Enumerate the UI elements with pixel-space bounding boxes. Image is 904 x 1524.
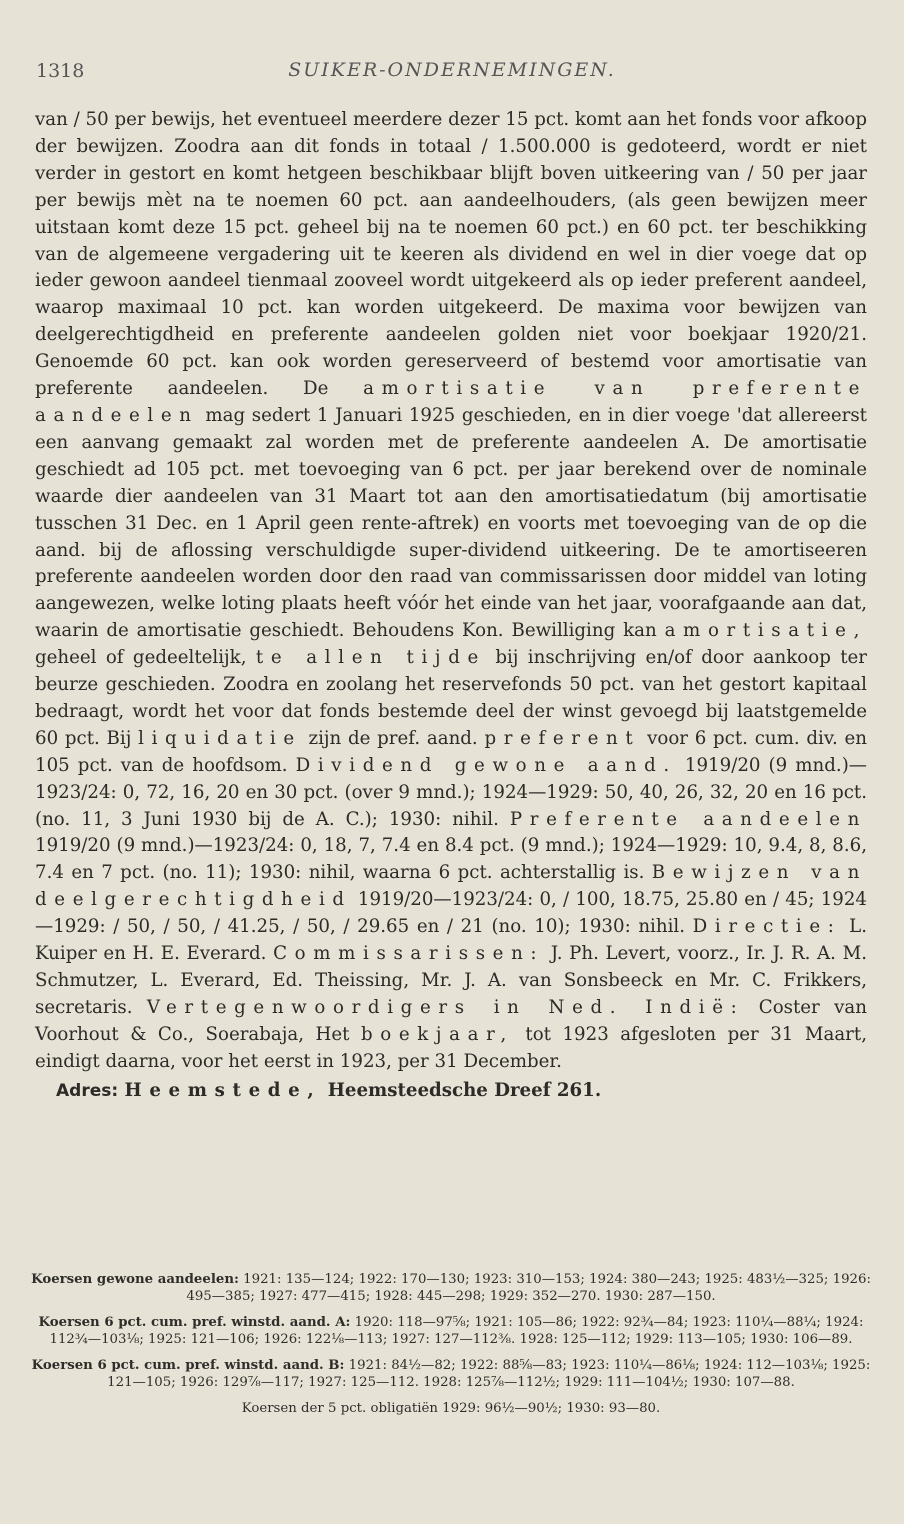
directie-text: L. Kuiper en H. E. Everard. xyxy=(35,916,867,965)
amortisation2-text: geheel of gedeeltelijk, xyxy=(35,647,247,669)
quotes-pref-b xyxy=(30,1357,872,1391)
address-label: Adres: xyxy=(56,1080,119,1101)
preferent-label: preferent xyxy=(484,727,641,749)
liquidation-text-b: voor 6 pct. cum. div. en 105 pct. van de hoofdsom. xyxy=(35,727,867,776)
quotes-pref-a xyxy=(30,1314,872,1348)
dividend-label: Dividend gewone aand. xyxy=(295,754,677,776)
quotes-label: Koersen 6 pct. cum. pref. winstd. aand. A: xyxy=(38,1315,351,1330)
commissarissen-text: J. Ph. Levert, voorz., Ir. J. R. A. M. Schmutzer, L. Everard, Ed. Theissing, Mr. J. A. van Sonsbeeck en Mr. C. Frikkers, secretaris. xyxy=(35,943,867,1018)
quotes-label: Koersen der 5 pct. obligatiën xyxy=(241,1401,438,1416)
vertegenwoordigers-text: Coster van Voorhout & Co., Soerabaja, Het xyxy=(35,996,867,1045)
quotes-values: 1921: 84½—82; 1922: 88⅝—83; 1923: 110¼—86⅛; 1924: 112—103⅛; 1925: 121—105; 1926: 129⅞—117; 1927: 125—112. 1928: 125⅞—112½; 1929: 111—104½; 1930: 107—88. xyxy=(107,1358,871,1390)
boekjaar-text: tot 1923 afgesloten per 31 Maart, eindigt daarna, voor het eerst in 1923, per 31 December. xyxy=(35,1023,867,1072)
amortisation-text: mag sedert 1 Januari 1925 geschieden, en in dier voege 'dat allereerst een aanvang gemaakt zal worden met de preferente aandeelen A. De amortisatie geschiedt ad 105 pct. met toevoeging van 6 pct. per jaar berekend over de nominale waarde dier aandeelen van 31 Maart tot aan den amortisatiedatum (bij amortisatie tusschen 31 Dec. en 1 April geen rente-aftrek) en voorts met toevoeging van de op die aand. bij de aflossing verschuldigde super-dividend uitkeering. De te amortiseeren preferente aandeelen worden door den raad van commissarissen door middel van loting aangewezen, welke loting plaats heeft vóór het einde van het jaar, voorafgaande aan dat, waarin de amortisatie geschiedt. Behoudens Kon. Bewilliging kan xyxy=(35,404,867,642)
quotes-bonds xyxy=(30,1400,872,1417)
quotes-label: Koersen 6 pct. cum. pref. winstd. aand. B: xyxy=(31,1358,345,1373)
commissarissen-label: Commissarissen: xyxy=(273,943,545,965)
address-street: Heemsteedsche Dreef 261. xyxy=(327,1079,602,1101)
quotes-values: 1921: 135—124; 1922: 170—130; 1923: 310—153; 1924: 380—243; 1925: 483½—325; 1926: 495—385; 1927: 477—415; 1928: 445—298; 1929: 352—270. 1930: 287—150. xyxy=(186,1272,871,1304)
page-number: 1318 xyxy=(36,60,85,82)
preferente-label: Preferente aandeelen xyxy=(509,808,867,830)
bewijzen-text: 1919/20—1923/24: 0, / 100, 18.75, 25.80 en / 45; 1924—1929: / 50, / 50, / 41.25, / 50, / 29.65 en / 21 (no. 10); 1930: nihil. xyxy=(35,889,867,938)
boekjaar-label: boekjaar, xyxy=(360,1023,514,1045)
dividend-text: 1919/20 (9 mnd.)—1923/24: 0, 72, 16, 20 en 30 pct. (over 9 mnd.); 1924—1929: 50, 40, 26, 32, 20 en 16 pct. (no. 11, 3 Juni 1930 bij de A. C.); 1930: nihil. xyxy=(35,754,867,830)
address-city: Heemstede, xyxy=(124,1079,322,1101)
price-quotes xyxy=(30,1271,872,1426)
amortisation2-label: amortisatie, xyxy=(664,620,867,642)
liquidation-label: liquidatie xyxy=(138,727,302,749)
bewijzen-label: Bewijzen van deelgerechtigdheid xyxy=(35,862,867,911)
preferente-text: 1919/20 (9 mnd.)—1923/24: 0, 18, 7, 7.4 en 8.4 pct. (9 mnd.); 1924—1929: 10, 9.4, 8, 8.6, 7.4 en 7 pct. (no. 11); 1930: nihil, waarna 6 pct. achterstallig is. xyxy=(35,835,867,884)
intro-text: van / 50 per bewijs, het eventueel meerdere dezer 15 pct. komt aan het fonds voor afkoop der bewijzen. Zoodra aan dit fonds in totaal / 1.500.000 is gedoteerd, wordt er niet verder in gestort en komt hetgeen beschikbaar blijft boven uitkeering van / 50 per jaar per bewijs mèt na te noemen 60 pct. aan aandeelhouders, (als geen bewijzen meer uitstaan komt deze 15 pct. geheel bij na te noemen 60 pct.) en 60 pct. ter beschikking van de algemeene vergadering uit te keeren als dividend en wel in dier voege dat op ieder gewoon aandeel tienmaal zooveel wordt uitgekeerd als op ieder preferent aandeel, waarop maximaal 10 pct. kan worden uitgekeerd. De maxima voor bewijzen van deelgerechtigdheid en preferente aandeelen golden niet voor boekjaar 1920/21. Genoemde 60 pct. kan ook worden gereserveerd of bestemd voor amortisatie van preferente aandeelen. De xyxy=(35,109,867,400)
directie-label: Directie: xyxy=(692,916,842,938)
address-line xyxy=(35,1078,867,1105)
amortisation-label: amortisatie van preferente aandeelen xyxy=(35,378,867,426)
anytime-label: te allen tijde xyxy=(255,647,486,669)
running-title: SUIKER-ONDERNEMINGEN. xyxy=(288,59,616,81)
anytime-text: bij inschrijving en/of door aankoop ter beurze geschieden. Zoodra en zoolang het reservefonds 50 pct. van het gestort kapitaal bedraagt, wordt het voor dat fonds bestemde deel der winst gevoegd bij laatstgemelde 60 pct. Bij xyxy=(35,647,867,749)
liquidation-text-a: zijn de pref. aand. xyxy=(308,727,478,749)
quotes-label: Koersen gewone aandeelen: xyxy=(31,1272,239,1287)
quotes-values: 1920: 118—97⅝; 1921: 105—86; 1922: 92¾—84; 1923: 110¼—88¼; 1924: 112¾—103⅛; 1925: 121—106; 1926: 122⅛—113; 1927: 127—112⅜. 1928: 125—112; 1929: 113—105; 1930: 106—89. xyxy=(49,1315,864,1347)
vertegenwoordigers-label: Vertegenwoordigers in Ned. Indië: xyxy=(146,996,745,1018)
main-paragraph xyxy=(35,107,867,1105)
quotes-ordinary-shares xyxy=(30,1271,872,1305)
quotes-values: 1929: 96½—90½; 1930: 93—80. xyxy=(442,1401,661,1416)
